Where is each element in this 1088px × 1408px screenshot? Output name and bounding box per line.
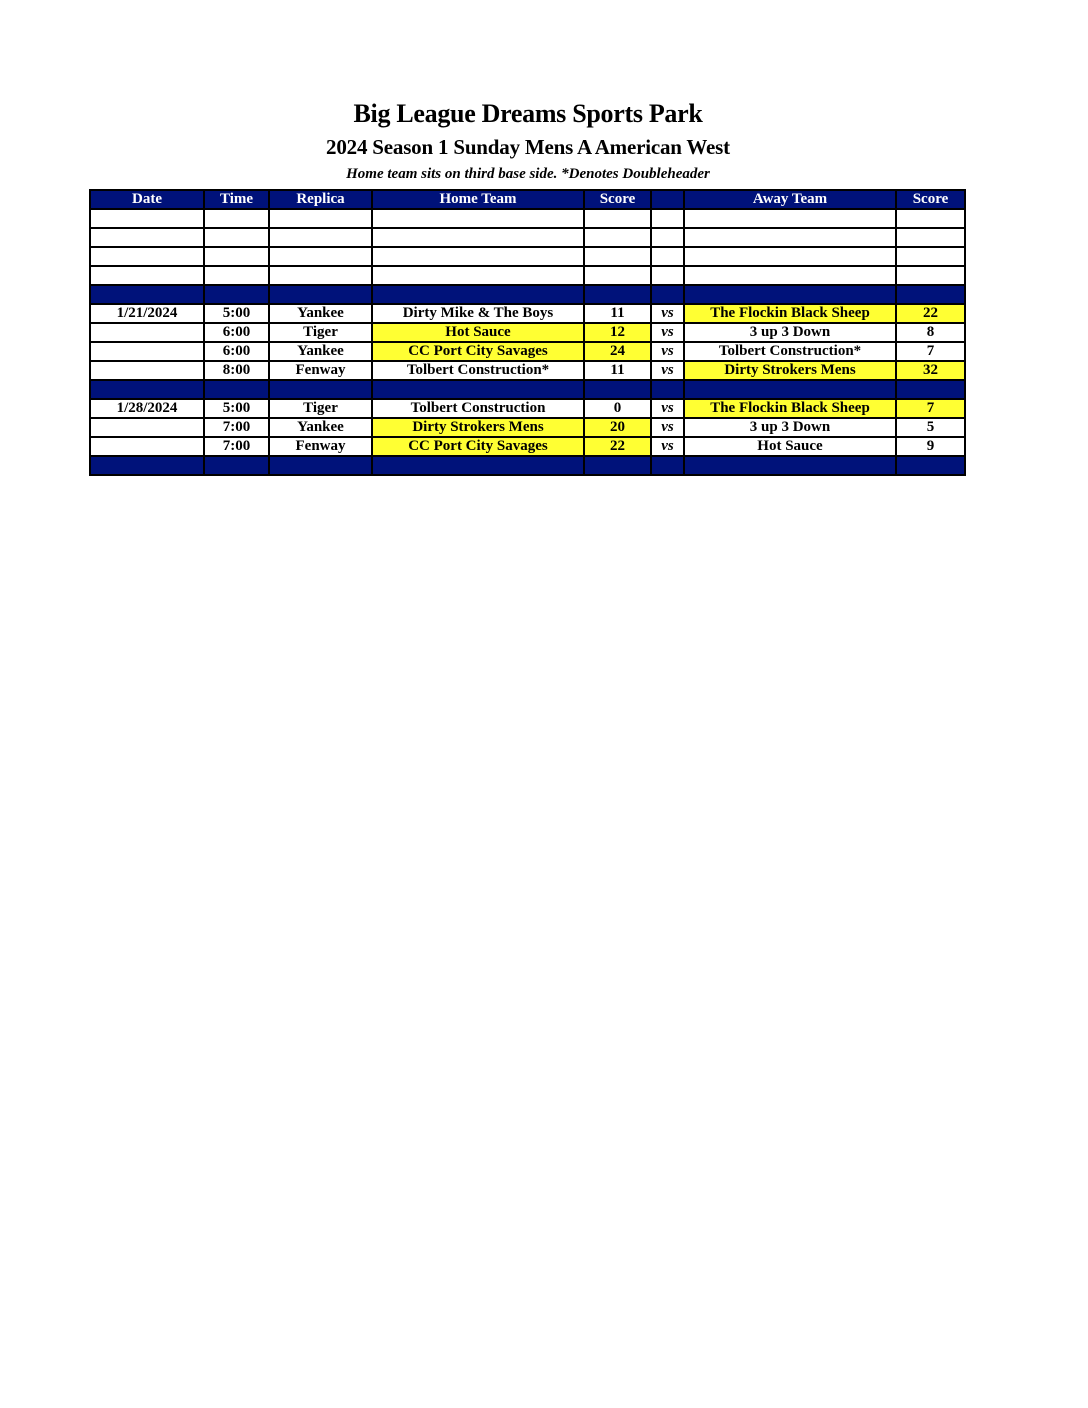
page-title: Big League Dreams Sports Park	[353, 99, 703, 128]
game-date	[90, 418, 204, 437]
game-time: 7:00	[204, 418, 269, 437]
column-header-home-score: Score	[584, 190, 651, 209]
game-time: 6:00	[204, 342, 269, 361]
game-time: 5:00	[204, 399, 269, 418]
column-header-away-score: Score	[896, 190, 965, 209]
vs-label: vs	[651, 418, 684, 437]
home-score: 20	[584, 418, 651, 437]
home-score: 22	[584, 437, 651, 456]
game-date	[90, 437, 204, 456]
week-separator	[90, 285, 965, 304]
column-header-replica: Replica	[269, 190, 372, 209]
game-replica: Yankee	[269, 304, 372, 323]
away-score: 22	[896, 304, 965, 323]
table-header-row	[90, 190, 965, 209]
away-team: Hot Sauce	[684, 437, 896, 456]
home-score: 12	[584, 323, 651, 342]
game-row	[90, 437, 965, 456]
column-header-away-team: Away Team	[684, 190, 896, 209]
away-score: 32	[896, 361, 965, 380]
game-time: 7:00	[204, 437, 269, 456]
away-team: Dirty Strokers Mens	[684, 361, 896, 380]
game-date: 1/28/2024	[90, 399, 204, 418]
vs-label: vs	[651, 437, 684, 456]
game-row	[90, 361, 965, 380]
game-row	[90, 342, 965, 361]
home-team: Hot Sauce	[372, 323, 584, 342]
away-team: The Flockin Black Sheep	[684, 399, 896, 418]
column-header-vs	[651, 190, 684, 209]
home-team: Tolbert Construction	[372, 399, 584, 418]
away-team: The Flockin Black Sheep	[684, 304, 896, 323]
empty-row	[90, 228, 965, 247]
game-time: 5:00	[204, 304, 269, 323]
schedule-table	[89, 189, 966, 476]
vs-label: vs	[651, 304, 684, 323]
column-header-date: Date	[90, 190, 204, 209]
home-team: CC Port City Savages	[372, 437, 584, 456]
home-score: 0	[584, 399, 651, 418]
away-score: 9	[896, 437, 965, 456]
home-score: 11	[584, 304, 651, 323]
home-team: CC Port City Savages	[372, 342, 584, 361]
vs-label: vs	[651, 399, 684, 418]
game-replica: Tiger	[269, 399, 372, 418]
schedule-body	[90, 209, 965, 475]
away-score: 7	[896, 342, 965, 361]
game-row	[90, 304, 965, 323]
away-team: 3 up 3 Down	[684, 323, 896, 342]
game-date	[90, 323, 204, 342]
empty-row	[90, 247, 965, 266]
home-team: Tolbert Construction*	[372, 361, 584, 380]
home-team: Dirty Strokers Mens	[372, 418, 584, 437]
column-header-time: Time	[204, 190, 269, 209]
vs-label: vs	[651, 323, 684, 342]
away-score: 8	[896, 323, 965, 342]
home-team: Dirty Mike & The Boys	[372, 304, 584, 323]
home-score: 24	[584, 342, 651, 361]
game-date: 1/21/2024	[90, 304, 204, 323]
week-separator	[90, 380, 965, 399]
game-replica: Yankee	[269, 342, 372, 361]
page-subtitle: 2024 Season 1 Sunday Mens A American West	[326, 135, 730, 159]
game-date	[90, 342, 204, 361]
away-team: Tolbert Construction*	[684, 342, 896, 361]
game-time: 8:00	[204, 361, 269, 380]
vs-label: vs	[651, 361, 684, 380]
game-replica: Fenway	[269, 361, 372, 380]
empty-row	[90, 266, 965, 285]
away-score: 7	[896, 399, 965, 418]
game-replica: Fenway	[269, 437, 372, 456]
home-score: 11	[584, 361, 651, 380]
game-date	[90, 361, 204, 380]
away-team: 3 up 3 Down	[684, 418, 896, 437]
vs-label: vs	[651, 342, 684, 361]
week-separator	[90, 456, 965, 475]
game-row	[90, 418, 965, 437]
empty-row	[90, 209, 965, 228]
game-row	[90, 323, 965, 342]
game-replica: Yankee	[269, 418, 372, 437]
away-score: 5	[896, 418, 965, 437]
game-row	[90, 399, 965, 418]
game-time: 6:00	[204, 323, 269, 342]
schedule-note: Home team sits on third base side. *Denotes Doubleheader	[346, 166, 710, 182]
column-header-home-team: Home Team	[372, 190, 584, 209]
game-replica: Tiger	[269, 323, 372, 342]
